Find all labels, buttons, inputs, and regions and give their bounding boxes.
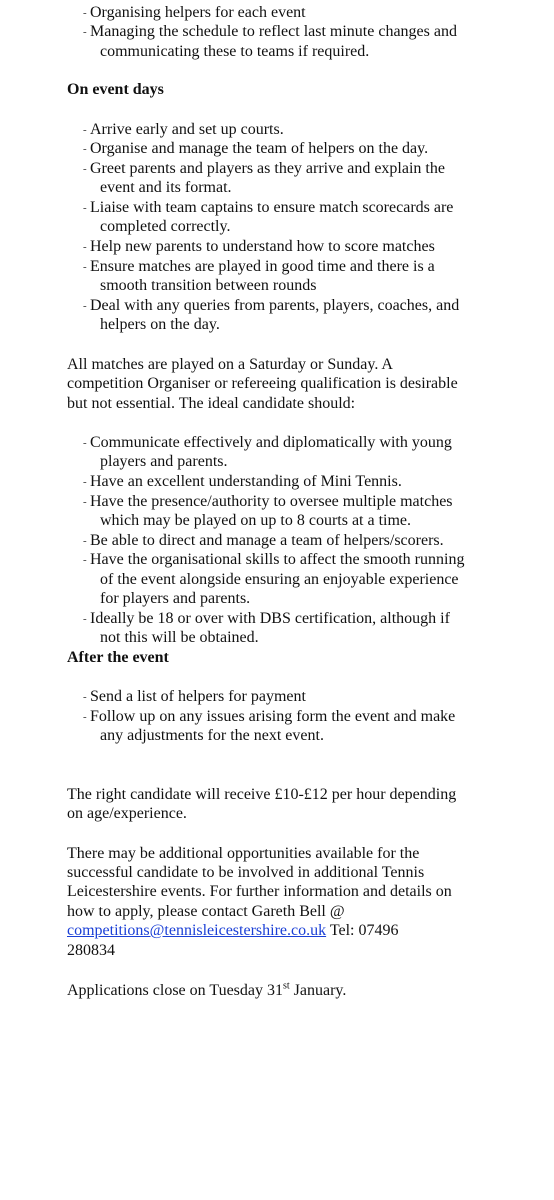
closing-prefix: Applications close on Tuesday 31: [67, 982, 283, 999]
list-item: Ensure matches are played in good time and there is a: [90, 258, 435, 275]
paragraph-line: Leicestershire events. For further information and details on: [67, 883, 452, 900]
paragraph-line: competition Organiser or refereeing qualification is desirable: [67, 375, 458, 392]
contact-line: [67, 921, 398, 941]
list-item: Liaise with team captains to ensure match scorecards are: [90, 199, 454, 216]
telephone-number: 280834: [67, 942, 115, 959]
list-item-continuation: helpers on the day.: [100, 316, 220, 333]
list-item-continuation: any adjustments for the next event.: [100, 727, 324, 744]
list-item: Help new parents to understand how to score matches: [90, 238, 435, 255]
list-item: Organise and manage the team of helpers on the day.: [90, 140, 429, 157]
list-item-continuation: smooth transition between rounds: [100, 277, 317, 294]
bullet: -: [83, 124, 87, 136]
list-item: Ideally be 18 or over with DBS certification, although if: [90, 610, 450, 627]
bullet: -: [83, 163, 87, 175]
list-item-continuation: for players and parents.: [100, 590, 251, 607]
list-item: Organising helpers for each event: [90, 4, 306, 21]
bullet: -: [83, 143, 87, 155]
list-item: Deal with any queries from parents, players, coaches, and: [90, 297, 460, 314]
paragraph-line: successful candidate to be involved in additional Tennis: [67, 864, 425, 881]
list-item-continuation: players and parents.: [100, 453, 228, 470]
bullet: -: [83, 300, 87, 312]
bullet: -: [83, 7, 87, 19]
list-item: Communicate effectively and diplomatically with young: [90, 434, 452, 451]
list-item-continuation: which may be played on up to 8 courts at a time.: [100, 512, 412, 529]
bullet: -: [83, 613, 87, 625]
ordinal-suffix: st: [283, 980, 290, 992]
list-item-continuation: communicating these to teams if required.: [100, 43, 370, 60]
paragraph-line: There may be additional opportunities available for the: [67, 845, 420, 862]
bullet: -: [83, 711, 87, 723]
list-item: Be able to direct and manage a team of helpers/scorers.: [90, 532, 444, 549]
bullet: -: [83, 241, 87, 253]
paragraph-line: but not essential. The ideal candidate should:: [67, 395, 356, 412]
pay-line: The right candidate will receive £10-£12 per hour depending: [67, 786, 457, 803]
list-item: Send a list of helpers for payment: [90, 688, 306, 705]
list-item: Have an excellent understanding of Mini Tennis.: [90, 473, 402, 490]
telephone-prefix: Tel: 07496: [326, 922, 399, 939]
bullet: -: [83, 535, 87, 547]
email-link[interactable]: competitions@tennisleicestershire.co.uk: [67, 922, 327, 939]
bullet: -: [83, 496, 87, 508]
section-heading-on-event-days: On event days: [67, 81, 164, 98]
list-item-continuation: event and its format.: [100, 179, 232, 196]
list-item-continuation: completed correctly.: [100, 218, 231, 235]
bullet: -: [83, 437, 87, 449]
list-item: Have the presence/authority to oversee multiple matches: [90, 493, 453, 510]
list-item-continuation: of the event alongside ensuring an enjoyable experience: [100, 571, 459, 588]
paragraph-line: how to apply, please contact Gareth Bell @: [67, 903, 345, 920]
bullet: -: [83, 26, 87, 38]
bullet: -: [83, 202, 87, 214]
bullet: -: [83, 691, 87, 703]
bullet: -: [83, 476, 87, 488]
bullet: -: [83, 554, 87, 566]
section-heading-after-the-event: After the event: [67, 649, 169, 666]
list-item: Arrive early and set up courts.: [90, 121, 284, 138]
closing-line: [67, 981, 346, 1001]
list-item: Follow up on any issues arising form the event and make: [90, 708, 456, 725]
closing-suffix: January.: [289, 982, 347, 999]
list-item: Have the organisational skills to affect the smooth running: [90, 551, 465, 568]
list-item-continuation: not this will be obtained.: [100, 629, 259, 646]
list-item: Managing the schedule to reflect last minute changes and: [90, 23, 457, 40]
pay-line: on age/experience.: [67, 805, 187, 822]
list-item: Greet parents and players as they arrive and explain the: [90, 160, 445, 177]
bullet: -: [83, 261, 87, 273]
paragraph-line: All matches are played on a Saturday or Sunday. A: [67, 356, 393, 373]
